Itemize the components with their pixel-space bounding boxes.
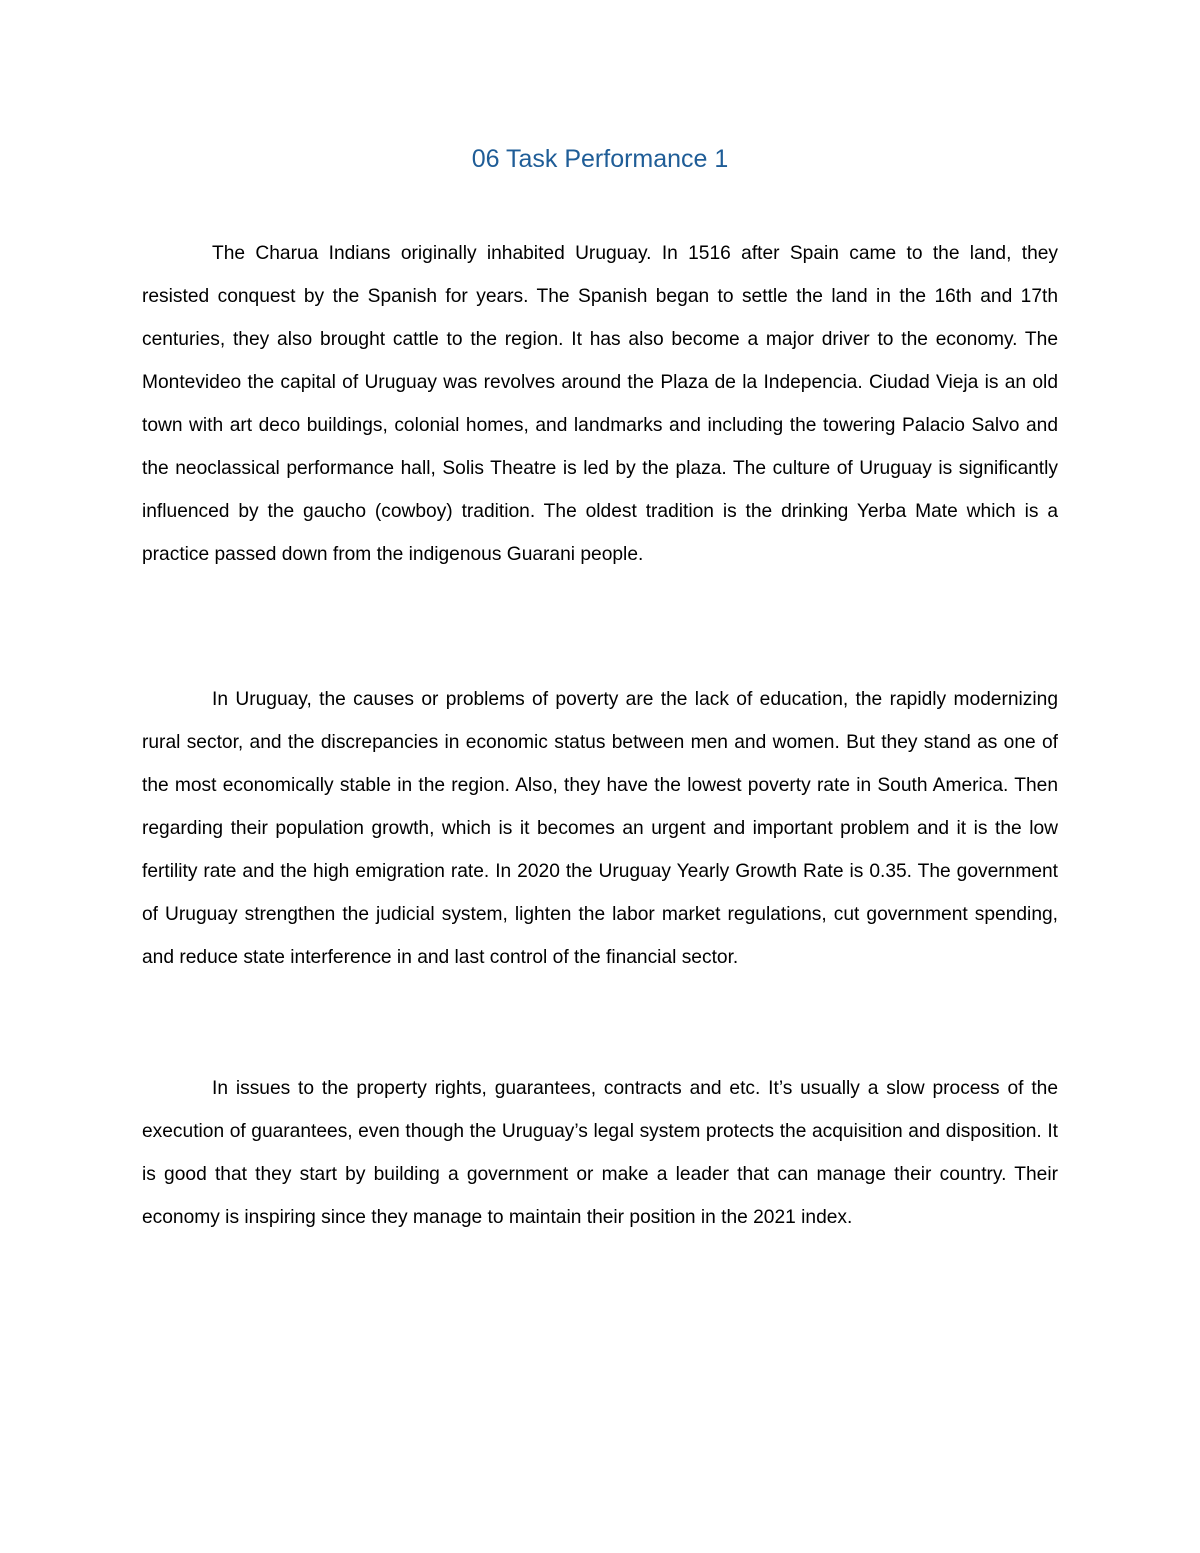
paragraph-history: The Charua Indians originally inhabited Uruguay. In 1516 after Spain came to the land, they resisted conquest by the Spanish for years. The Spanish began to settle the land in the 16th and 17th centuries, they also brought cattle to the region. It has also become a major driver to the economy. The Montevideo the capital of Uruguay was revolves around the Plaza de la Indepencia. Ciudad Vieja is an old town with art deco buildings, colonial homes, and landmarks and including the towering Palacio Salvo and the neoclassical performance hall, Solis Theatre is led by the plaza. The culture of Uruguay is significantly influenced by the gaucho (cowboy) tradition. The oldest tradition is the drinking Yerba Mate which is a practice passed down from the indigenous Guarani people. bbox=[142, 243, 1058, 565]
document-title: 06 Task Performance 1 bbox=[471, 145, 729, 173]
paragraph-property-rights: In issues to the property rights, guarantees, contracts and etc. It’s usually a slow process of the execution of guarantees, even though the Uruguay’s legal system protects the acquisition and disposition. It is good that they start by building a government or make a leader that can manage their country. Their economy is inspiring since they manage to maintain their position in the 2021 index. bbox=[142, 1078, 1058, 1228]
paragraph-poverty: In Uruguay, the causes or problems of poverty are the lack of education, the rapidly modernizing rural sector, and the discrepancies in economic status between men and women. But they stand as one of the most economically stable in the region. Also, they have the lowest poverty rate in South America. Then regarding their population growth, which is it becomes an urgent and important problem and it is the low fertility rate and the high emigration rate. In 2020 the Uruguay Yearly Growth Rate is 0.35. The government of Uruguay strengthen the judicial system, lighten the labor market regulations, cut government spending, and reduce state interference in and last control of the financial sector. bbox=[142, 689, 1058, 968]
